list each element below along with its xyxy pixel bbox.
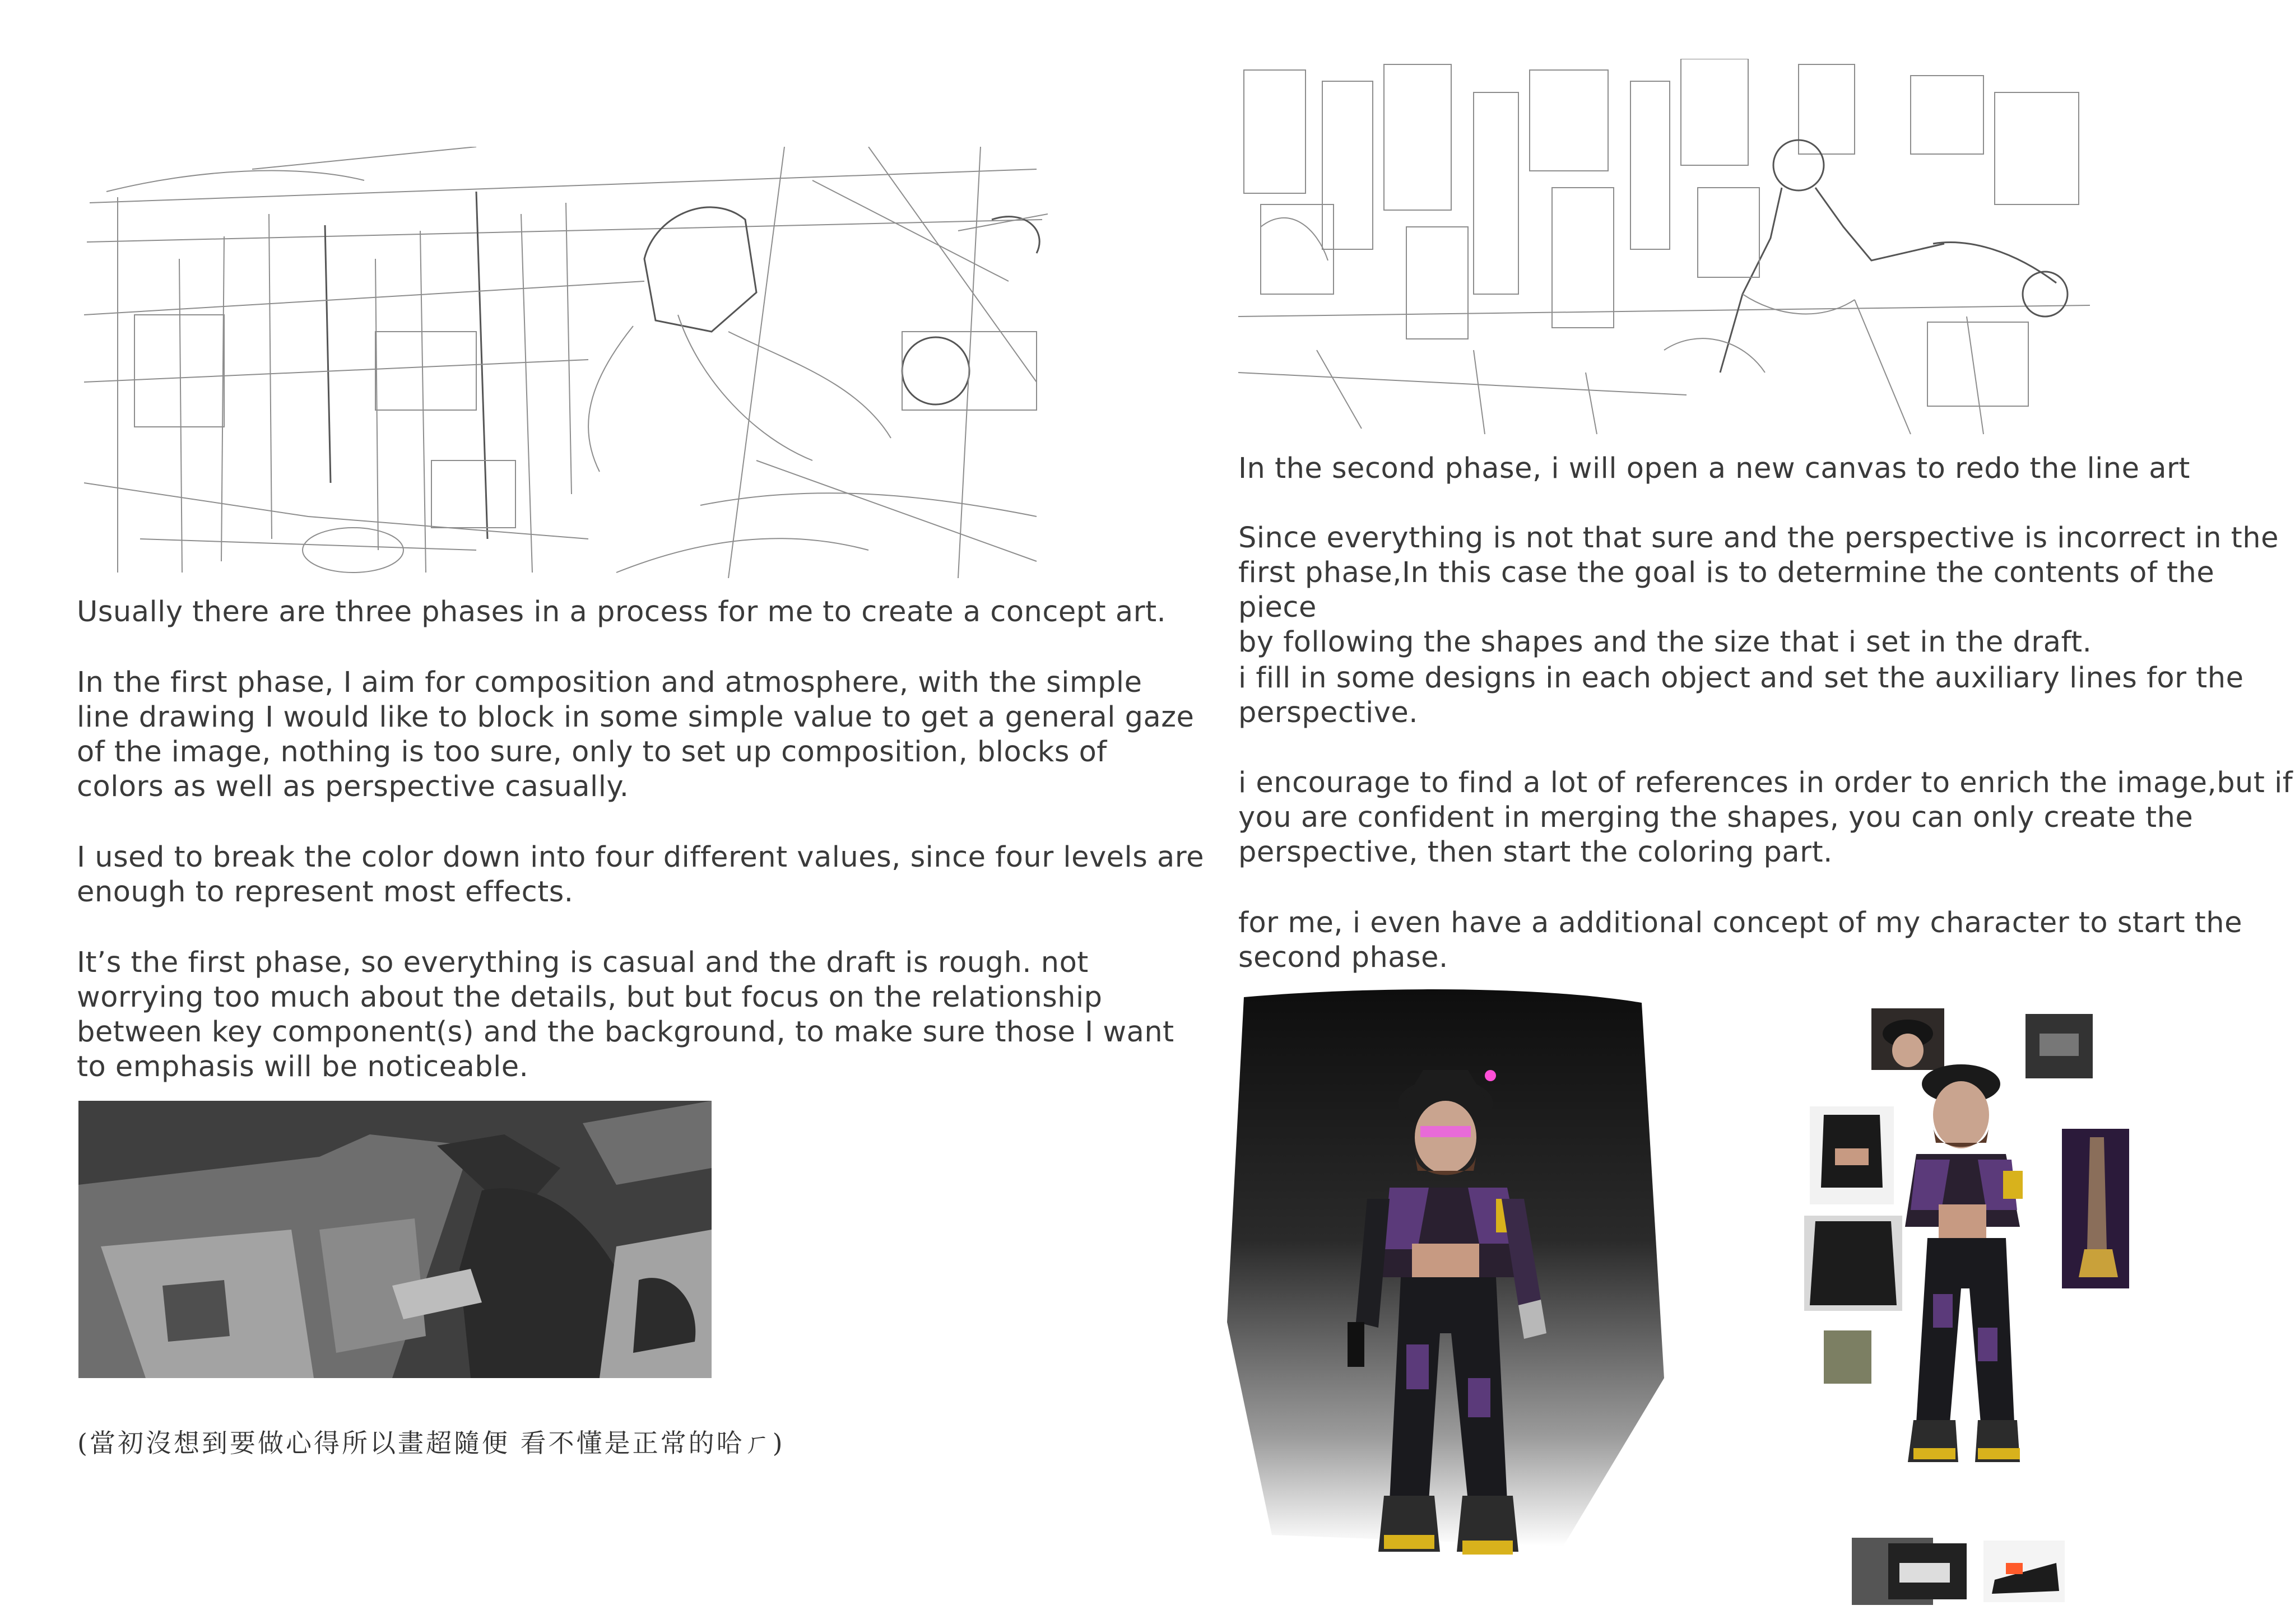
phase2-paragraph: In the second phase, i will open a new canvas to redo the line art	[1238, 452, 2190, 485]
value-study-image	[78, 1101, 712, 1378]
rough-paragraph: It’s the first phase, so everything is casual and the draft is rough. not worrying too much about the details, but but focus on the relationship between key component(s) and the background, to make sure those I want to emphasis will be noticeable.	[77, 946, 1174, 1083]
rough-sketch-image	[84, 147, 1048, 578]
fill-paragraph: i fill in some designs in each object and set the auxiliary lines for the perspective.	[1238, 662, 2244, 729]
line-art-image	[1238, 59, 2090, 437]
intro-paragraph: Usually there are three phases in a process for me to create a concept art.	[77, 595, 1167, 629]
values-paragraph: I used to break the color down into four different values, since four levels are enough to represent most effects.	[77, 841, 1204, 909]
reference-sheet-image	[1793, 1003, 2157, 1613]
forme-paragraph: for me, i even have a additional concept of my character to start the second phase.	[1238, 906, 2243, 974]
character-render-image	[1205, 986, 1698, 1613]
chinese-caption: (當初沒想到要做心得所以畫超隨便 看不懂是正常的哈ㄏ)	[77, 1428, 785, 1458]
refs-paragraph: i encourage to find a lot of references in order to enrich the image,but if you are confident in merging the shapes, you can only create the perspective, then start the coloring part.	[1238, 766, 2293, 869]
phase1-paragraph: In the first phase, I aim for composition and atmosphere, with the simple line drawing I would like to block in some simple value to get a general gaze of the image, nothing is too sure, only to set up composition, blocks of colors as well as perspective casually.	[77, 666, 1195, 803]
since-paragraph: Since everything is not that sure and the perspective is incorrect in the first phase,In this case the goal is to determine the contents of the piece by following the shapes and the size that i set in the draft.	[1238, 522, 2279, 659]
